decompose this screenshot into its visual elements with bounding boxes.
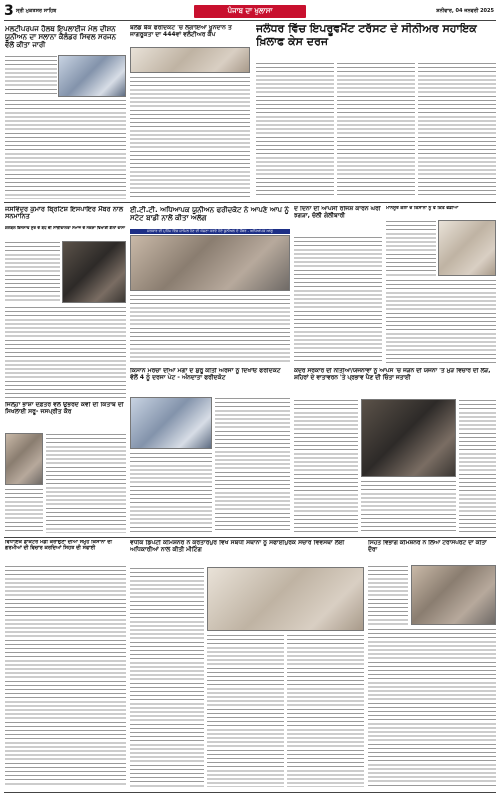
article-1-photo bbox=[58, 55, 126, 97]
article-12-body-col2 bbox=[207, 634, 284, 787]
article-1-body bbox=[5, 99, 126, 199]
article-2-photo bbox=[130, 47, 250, 73]
article-12-body-col3 bbox=[287, 634, 364, 787]
article-3-body-col2 bbox=[337, 62, 415, 198]
article-5-body bbox=[130, 294, 290, 364]
masthead-rule bbox=[4, 20, 496, 21]
article-10-photo bbox=[361, 399, 456, 477]
article-8-portrait bbox=[5, 433, 43, 485]
masthead bbox=[0, 0, 500, 22]
article-10-body bbox=[294, 399, 358, 533]
article-2-headline: ਬਲੱਡ ਬੈਂਕ ਫਰੀਦਕੋਟ 'ਚ ਲਗਾਇਆ ਖੂਨਦਾਨ ਤੇ ਜਾਗਰੂਕਤਾ ਦਾ 444ਵਾਂ ਵਲੰਟੀਅਰ ਕੈਂਪ bbox=[130, 25, 232, 38]
article-4-portrait bbox=[62, 241, 126, 303]
article-10-body-2 bbox=[361, 480, 456, 533]
footer-rule bbox=[4, 792, 496, 793]
article-9-headline: ਕਿਸਾਨ ਮੋਰਚਾ ਦੀਆਂ ਮੰਗਾਂ ਦੇ ਸ਼ੁਰੂ ਕੀਤੀ ਅਰਜਾਂ ਨੂੰ ਦਿਖਾਓਂ ਫਰੀਦਕੋਟ ਵੱਲੋਂ 4 ਨੂੰ ਦਰਜਾ ਪੇਟ - ਅੰਨਦਾਤਾ ਫਰੀਦਕੋਟ bbox=[130, 368, 281, 381]
article-11-headline: ਵਿਧਾਇਕ ਡਾਕਟਰ ਮੰਡੀ ਕਰਾਉਣਾ ਦੀਆਂ ਸਮੂਹ ਕਿਸਾਨਾਂ ਦੀ ਗਰਮੀਆਂ ਦੀ ਵਿਚਾਰ ਕਰਦਿਆਂ ਸਿਹਤ ਦੀ ਸਫਾਈ bbox=[5, 540, 113, 551]
article-7-photo bbox=[438, 220, 496, 276]
article-13-headline: ਸਿਹਤ ਵਿਭਾਗ ਕਮਿਸ਼ਨਰ ਨੇ ਲਿਆ ਟਰਾਂਸਪੋਰਟ ਦਾ ਕੀਤਾ ਦੌਰਾ bbox=[368, 540, 487, 553]
article-1-headline: ਮਲਟੀਪਰਪਜ ਹੈਲਥ ਇਪਲਾਈਜ ਮੇਲ ਦੀਸ਼ਨ ਯੂਨੀਅਨ ਦਾ ਸਲਾਨਾ ਕੈਲੰਡਰ ਸਿਵਲ ਸਰਜਨ ਵੱਲੋਂ ਕੀਤਾ ਜਾਰੀ bbox=[5, 25, 116, 50]
article-1-intro bbox=[5, 55, 57, 95]
article-9-body-2 bbox=[130, 452, 212, 533]
article-7-intro bbox=[386, 220, 436, 276]
article-3-body-col1 bbox=[256, 62, 334, 198]
article-7-body bbox=[386, 279, 496, 364]
section-banner: ਪੰਜਾਬ ਦਾ ਖੁਲਾਸਾ bbox=[194, 5, 306, 18]
article-13-body bbox=[368, 628, 496, 787]
article-12-body-col1 bbox=[130, 567, 204, 787]
article-4-subhead: ਗਲੋਬਲ ਇਨਸਾਫ ਸੁਰ ਦੇ ਬੋਧ ਦੀ ਸਾਂਝੀਵਾਲਤਾ ਸਮਾਜ ਦੇ ਨਕਸ਼ਾ ਵਿਖਾਈ ਗੱਲਾਂ ਵਾਸਾ bbox=[5, 226, 126, 230]
article-12-headline: ਵਧੀਕ ਡਿਪਟੀ ਕਮਿਸ਼ਨਰ ਨੇ ਕਰਤਾਰਪੁਰ ਵਿਖੇ ਸਬੰਧੀ ਸਥਾਨਾਂ ਨੂੰ ਸਫਾਈਪੁਰਕ ਸੰਚਾਰ ਵਿਵਸਥਾ ਲਈ ਅਧਿਕਾਰੀਆਂ ਨਾਲ ਕੀਤੀ ਮੀਟਿੰਗ bbox=[130, 540, 345, 553]
article-6-headline: ਦੋ ਦਿਨਾਂ ਦੀ ਆਪਸੀ ਰੰਜਿਸ਼ ਕਾਰਨ ਘਰੀ ਝਗੜਾ, ਚੱਲੀ ਗੋਲੀਬਾਰੀ bbox=[294, 206, 381, 219]
row-divider-1 bbox=[4, 202, 496, 203]
article-3-headline: ਜਲੰਧਰ ਵਿੱਚ ਇਪਰੂਵਮੈਂਟ ਟਰੱਸਟ ਦੇ ਸੀਨੀਅਰ ਸਹਾਇਕ ਖ਼ਿਲਾਫ ਕੇਸ ਦਰਜ bbox=[256, 23, 477, 48]
paper-name: ਸ੍ਰੀ ਮੁਕਤਸਰ ਸਾਹਿਬ bbox=[16, 8, 57, 14]
article-2-body bbox=[130, 76, 250, 200]
row-divider-2 bbox=[4, 537, 496, 538]
article-13-intro bbox=[368, 565, 408, 625]
article-9-photo bbox=[130, 397, 212, 449]
article-8-body bbox=[46, 433, 126, 533]
issue-date: ਸ਼ਨੀਵਾਰ, 04 ਜਨਵਰੀ 2025 bbox=[436, 8, 494, 14]
article-11-body bbox=[5, 565, 126, 787]
article-4-headline: ਜਸਵਿੰਦਰ ਕੁਮਾਰ ਬ੍ਰਿਟਿਸ਼ ਇਸਪਾਇਰ ਮੈਂਬਰ ਨਾਲ ਸਨਮਾਨਿਤ bbox=[5, 206, 124, 221]
article-5-headline: ਈ.ਟੀ.ਟੀ. ਅਧਿਆਪਕ ਯੂਨੀਅਨ ਫਰੀਦਕੋਟ ਨੇ ਆਪਣੇ ਆਪ ਨੂੰ ਸਟੇਟ ਬਾਡੀ ਨਾਲੋਂ ਕੀਤਾ ਅਲੱਗ bbox=[130, 206, 289, 223]
page-number: 3 bbox=[4, 3, 14, 19]
article-3-body-col3 bbox=[418, 62, 496, 198]
article-6-body bbox=[294, 236, 382, 364]
article-10-side bbox=[459, 399, 496, 533]
article-8-body-2 bbox=[5, 488, 43, 533]
article-9-body bbox=[215, 397, 290, 533]
article-7-headline: ਮਾਨਸੂਰ ਕਲਾਂ ਦੇ ਕਿਸਾਨਾਂ ਨੂੰ ਫੈ ਕਿੱਤੇ ਵੰਡੀਆਂ bbox=[386, 206, 459, 211]
article-4-body bbox=[5, 306, 126, 398]
article-8-headline: ਜਿਲ੍ਹਾ ਭਾਸ਼ਾ ਦਫ਼ਤਰ ਵੱਲੋਂ ਉਭਰਦੇ ਕਵੀ ਦੀ ਕਿਤਾਬ ਦੀ ਸਿਖਲਾਈ ਸਰੂ- ਜਸਪ੍ਰੀਤ ਕੌਰ bbox=[5, 402, 124, 415]
article-10-headline: ਕੇਂਦਰ ਸਰਕਾਰ ਦੀ ਨੀਤੀਆਂ/ਯੋਜਨਾਵਾਂ ਨੂੰ ਆਪਸ 'ਚ ਜੋੜਨ ਦੀ ਯੋਜਨਾ 'ਤੇ ਮੁੜ ਵਿਚਾਰ ਦੀ ਲੋੜ, ਸ਼ਹਿਰਾਂ ਦੇ ਵਾਤਾਵਰਨ 'ਤੇ ਪ੍ਰਭਾਵ ਪੈਣ ਦੀ ਚਿੰਤਾ ਜਤਾਈ bbox=[294, 368, 491, 381]
article-5-caption: ਸਰਕਾਰ ਦੀ ਮੁਹਿੰਮ ਵਿੱਚ ਸ਼ਾਮਿਲ ਹੋਣ ਦੀ ਘੋਸ਼ਣਾ ਕਰਦੇ ਹੋਏ ਯੂਨੀਅਨ ਦੇ ਮੈਂਬਰ - ਅਧਿਆਪਕ ਆਗੂ bbox=[130, 229, 290, 234]
article-12-photo bbox=[207, 567, 364, 631]
article-4-intro bbox=[5, 241, 60, 303]
article-13-photo bbox=[411, 565, 496, 625]
article-5-photo bbox=[130, 235, 290, 291]
